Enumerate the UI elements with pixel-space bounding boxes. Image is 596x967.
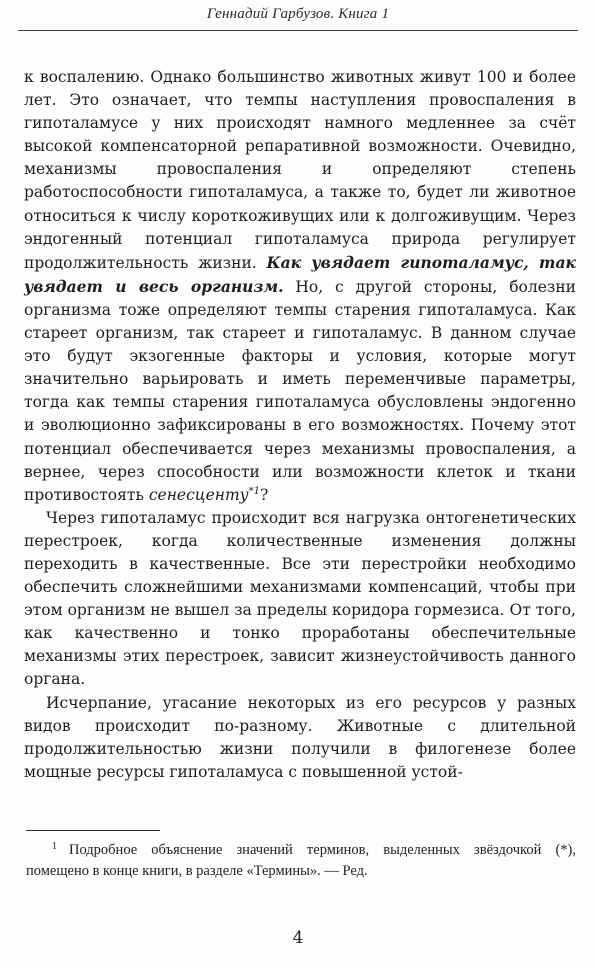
- page-number: 4: [292, 928, 304, 948]
- paragraph-1: [24, 66, 576, 507]
- paragraph-2: Через гипоталамус происходит вся нагрузка онтогенетических перестроек, когда количественные изменения должны переходить в качественные. Все эти перестройки необходимо обеспечить сложнейшими механизмами компенсаций, чтобы при этом организм не вышел за пределы коридора гормезиса. От того, как качественно и тонко проработаны обеспечительные механизмы этих перестроек, зависит жизнеустойчивость данного органа.: [24, 508, 576, 689]
- footnote-text: Подробное объяснение значений терминов, выделенных звёздочкой (*), помещено в конце книги, в разделе «Термины». — Ред.: [26, 842, 576, 879]
- paragraph-1-text-b: Но, с другой стороны, болезни организма тоже определяют темпы старения гипоталамуса. Как стареет организм, так стареет и гипоталамус. В данном случае это будут экзогенные факторы и условия, которые могут значительно варьировать и иметь переменчивые параметры, тогда как темпы старения гипоталамуса обусловлены эндогенно и эволюционно зафиксированы в его возможностях. Почему этот потенциал обеспечивается через механизмы провоспаления, а вернее, через способности или возможности клеток и ткани противостоять: [24, 277, 576, 504]
- paragraph-1-text-a: к воспалению. Однако большинство животных живут 100 и более лет. Это означает, что темпы наступления провоспаления в гипоталамусе у них происходят намного медленнее за счёт высокой компенсаторной репаративной возможности. Очевидно, механизмы провоспаления и определяют степень работоспособности гипоталамуса, а также то, будет ли животное относиться к числу короткоживущих или к долгоживущим. Через эндогенный потенциал гипоталамуса природа регулирует продолжительность жизни.: [24, 68, 576, 272]
- emphasis-bold-italic: Как увядает гипоталамус, так увядает и весь организм.: [24, 252, 576, 296]
- header-rule: [18, 30, 578, 31]
- paragraph-3: Исчерпание, угасание некоторых из его ресурсов у разных видов происходит по-разному. Животные с длительной продолжительностью жизни получили в филогенезе более мощные ресурсы гипоталамуса с повышенной устой-: [24, 693, 576, 781]
- term-italic: сенесценту: [148, 485, 249, 504]
- paragraph-1-end: ?: [260, 485, 269, 504]
- footnote-number: 1: [52, 841, 57, 852]
- footnote-reference[interactable]: *1: [248, 485, 261, 497]
- footnote-rule: [26, 830, 160, 831]
- running-header: Геннадий Гарбузов. Книга 1: [206, 6, 390, 22]
- body-text: [24, 66, 576, 784]
- footnote: [26, 840, 576, 882]
